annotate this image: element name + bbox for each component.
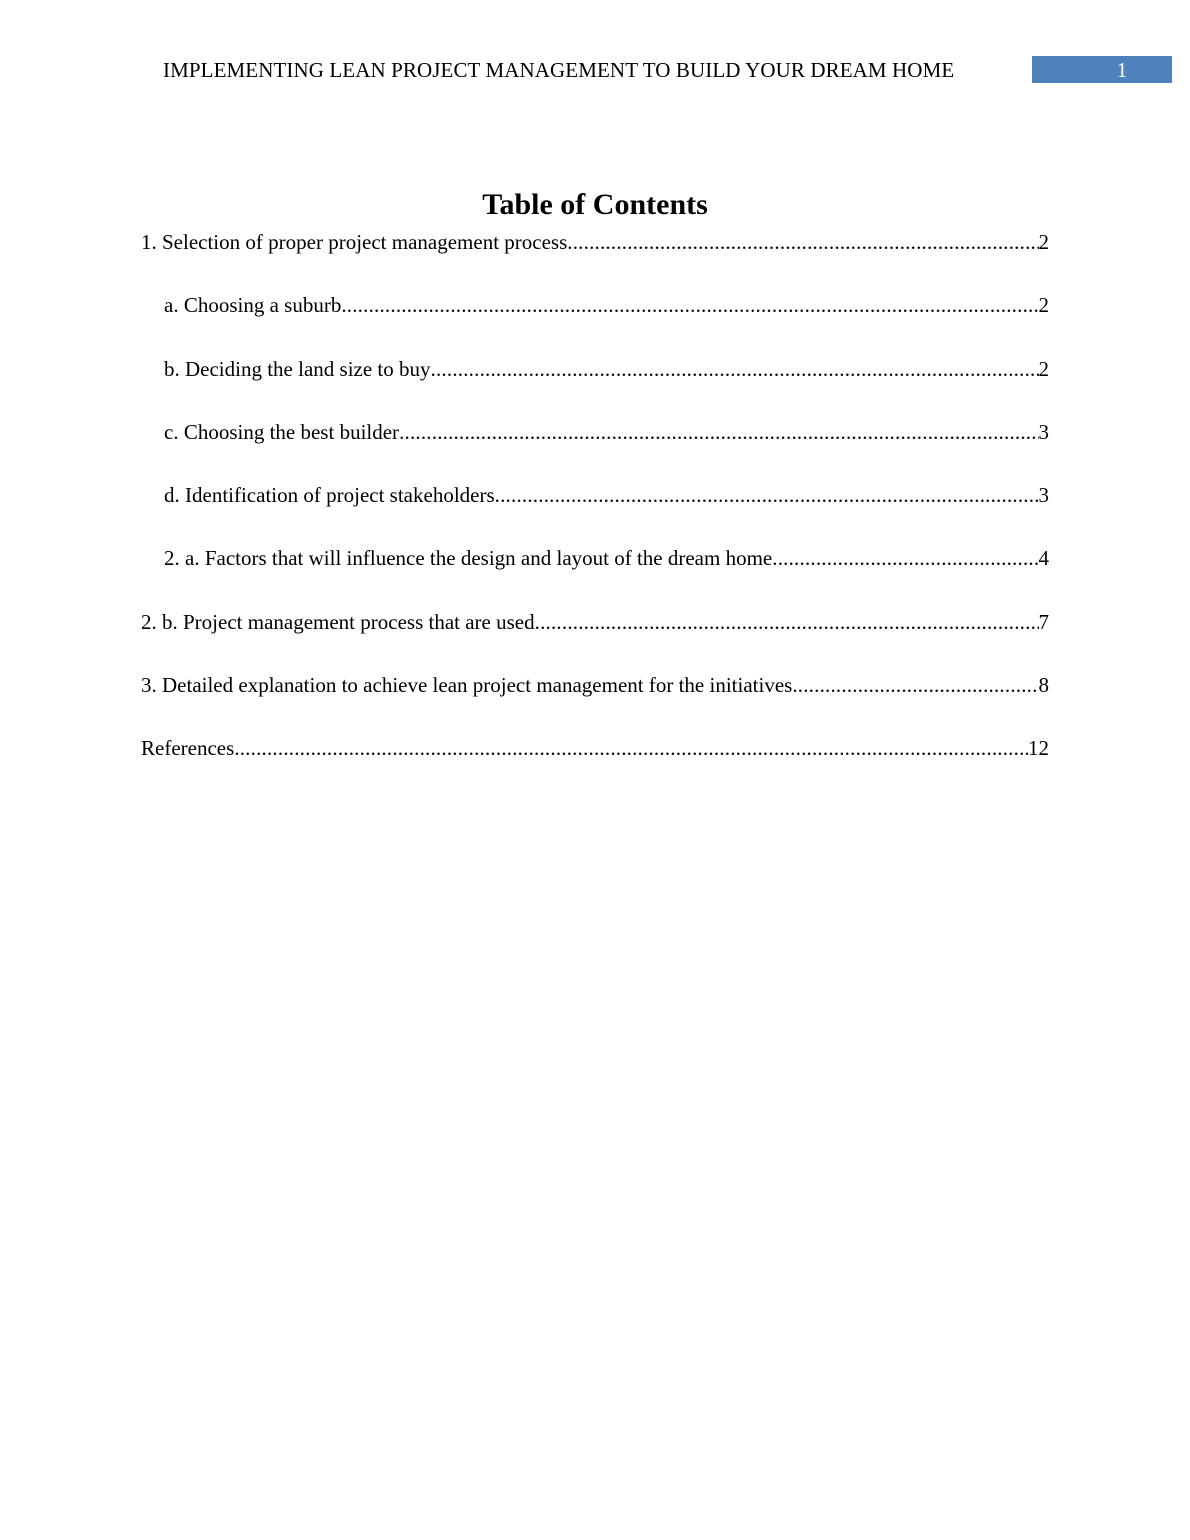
toc-entry-selection-process[interactable]	[141, 228, 1049, 256]
toc-dot-leader	[567, 228, 1038, 256]
toc-entry-text: 2. b. Project management process that are used	[141, 610, 535, 634]
toc-entry-text: a. Choosing a suburb	[164, 293, 342, 317]
toc-entry-land-size[interactable]	[164, 355, 1049, 383]
page-number: 1	[1116, 58, 1128, 82]
toc-entry-pm-process-used[interactable]	[141, 608, 1049, 636]
toc-entry-text: 1. Selection of proper project management process	[141, 230, 568, 254]
toc-entry-page: 3	[1038, 420, 1049, 444]
toc-entry-text: b. Deciding the land size to buy	[164, 357, 431, 381]
toc-entry-text: d. Identification of project stakeholders	[164, 483, 495, 507]
toc-entry-text: c. Choosing the best builder	[164, 420, 400, 444]
toc-entry-page: 2	[1038, 357, 1049, 381]
toc-title: Table of Contents	[482, 188, 708, 221]
toc-dot-leader	[431, 355, 1039, 383]
toc-entry-page: 4	[1038, 546, 1049, 570]
toc-entry-references[interactable]	[141, 734, 1049, 762]
toc-entry-text: 2. a. Factors that will influence the design and layout of the dream home	[164, 546, 773, 570]
toc-dot-leader	[399, 418, 1038, 446]
page-number-box	[1032, 56, 1172, 83]
toc-dot-leader	[772, 544, 1038, 572]
toc-dot-leader	[234, 734, 1028, 762]
toc-entry-page: 12	[1028, 736, 1049, 760]
toc-entry-page: 3	[1038, 483, 1049, 507]
toc-entry-text: References	[141, 736, 235, 760]
toc-entry-page: 2	[1038, 293, 1049, 317]
toc-entry-page: 2	[1038, 230, 1049, 254]
toc-entry-stakeholders[interactable]	[164, 481, 1049, 509]
toc-entry-page: 8	[1038, 673, 1049, 697]
toc-dot-leader	[341, 291, 1038, 319]
toc-entry-choosing-suburb[interactable]	[164, 291, 1049, 319]
toc-dot-leader	[535, 608, 1039, 636]
toc-dot-leader	[792, 671, 1038, 699]
toc-dot-leader	[495, 481, 1039, 509]
toc-entry-best-builder[interactable]	[164, 418, 1049, 446]
page-header	[0, 56, 1190, 84]
toc-entry-design-factors[interactable]	[164, 544, 1049, 572]
running-head: IMPLEMENTING LEAN PROJECT MANAGEMENT TO BUILD YOUR DREAM HOME	[163, 58, 955, 82]
toc-entry-page: 7	[1038, 610, 1049, 634]
toc-entry-text: 3. Detailed explanation to achieve lean project management for the initiatives	[141, 673, 793, 697]
toc-entry-lean-explanation[interactable]	[141, 671, 1049, 699]
